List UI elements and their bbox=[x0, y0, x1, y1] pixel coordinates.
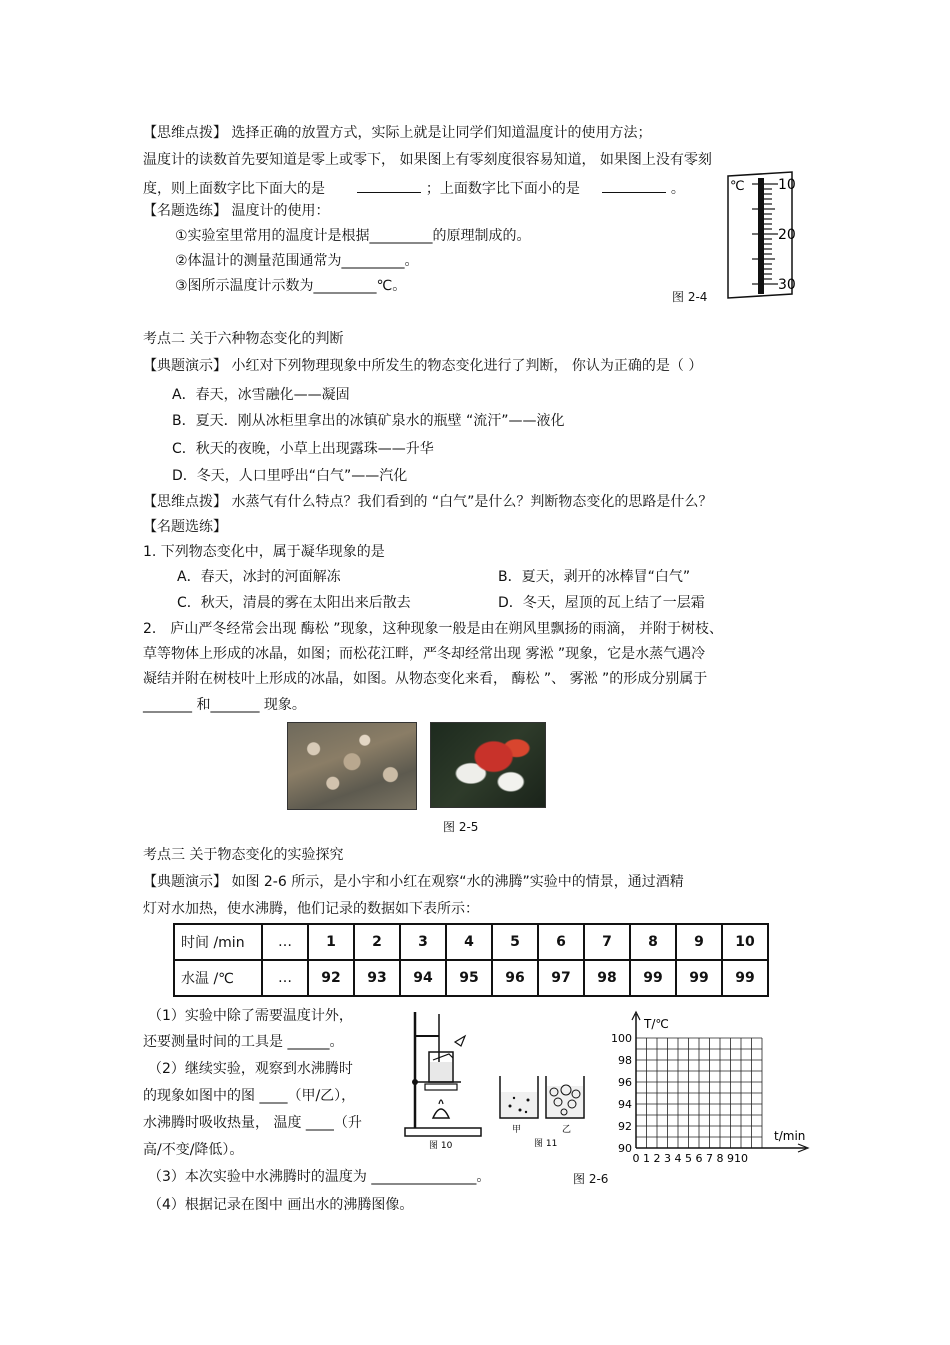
practice-2-line-1: 2． 庐山严冬经常会出现 酶松 ”现象，这种现象一般是由在朔风里飘扬的雨滴， 并附于树枝、 bbox=[143, 621, 723, 637]
grid-x-tick-label: 5 bbox=[685, 1152, 692, 1165]
grid-x-tick-label: 0 bbox=[632, 1152, 640, 1165]
tip-line-1: 【思维点拨】 选择正确的放置方式，实际上就是让同学们知道温度计的使用方法； bbox=[143, 125, 652, 141]
beaker-jia-label: 甲 bbox=[512, 1125, 522, 1135]
table-cell: 99 bbox=[676, 960, 722, 996]
grid-x-tick-label: 7 bbox=[706, 1152, 713, 1165]
option-c: C．秋天的夜晚，小草上出现露珠——升华 bbox=[172, 441, 434, 457]
table-cell: 9 bbox=[676, 924, 722, 960]
practice-2-line-3: 凝结并附在树枝叶上形成的冰晶，如图。从物态变化来看， 酶松 ”、 雾淞 ”的形成分别属于 bbox=[143, 671, 708, 687]
table-row-temp bbox=[174, 960, 768, 996]
grid-x-label: t/min bbox=[774, 1129, 806, 1143]
table-row-time bbox=[174, 924, 768, 960]
table-cell: 96 bbox=[492, 960, 538, 996]
boiling-apparatus-figure bbox=[403, 1008, 485, 1150]
table-cell: 93 bbox=[354, 960, 400, 996]
table-cell: 10 bbox=[722, 924, 768, 960]
grid-y-label: T/℃ bbox=[644, 1017, 669, 1031]
tip-line-3c: 。 bbox=[670, 181, 685, 197]
grid-y-tick-label: 96 bbox=[618, 1076, 632, 1089]
practice-1-option-d: D．冬天，屋顶的瓦上结了一层霜 bbox=[498, 595, 705, 611]
practice-2-line-2: 草等物体上形成的冰晶，如图；而松花江畔，严冬却经常出现 雾淞 ”现象，它是水蒸气遇冷 bbox=[143, 646, 706, 662]
grid-x-tick-label: 9 bbox=[727, 1152, 734, 1165]
grid-y-tick-label: 92 bbox=[618, 1120, 632, 1133]
thermometer-tick-10: 10 bbox=[778, 177, 796, 193]
table-ellipsis: … bbox=[262, 924, 308, 960]
practice-1-option-a: A．春天，冰封的河面解冻 bbox=[177, 569, 341, 585]
grid-x-tick-label: 1 bbox=[643, 1152, 650, 1165]
table-cell: 99 bbox=[722, 960, 768, 996]
answer-blank-2[interactable] bbox=[602, 178, 666, 193]
figure-label-2-6: 图 2-6 bbox=[573, 1172, 609, 1186]
grid-x-tick-label: 8 bbox=[716, 1152, 724, 1165]
option-d: D．冬天，人口里呼出“白气”——汽化 bbox=[172, 468, 408, 484]
question-2: ②体温计的测量范围通常为_________。 bbox=[175, 253, 419, 269]
practice-1-option-b: B．夏天，剥开的冰棒冒“白气” bbox=[498, 569, 691, 585]
thermometer-tick-30: 30 bbox=[778, 277, 796, 293]
thermometer-unit: ℃ bbox=[730, 179, 745, 194]
sub-question-4: （4）根据记录在图中 画出水的沸腾图像。 bbox=[148, 1197, 414, 1213]
demo-3-line-2: 灯对水加热，使水沸腾，他们记录的数据如下表所示： bbox=[143, 901, 479, 917]
table-cell: 94 bbox=[400, 960, 446, 996]
demo-question-2: 【典题演示】 小红对下列物理现象中所发生的物态变化进行了判断， 你认为正确的是（ ） bbox=[143, 358, 703, 374]
tip-line-3b: ；上面数字比下面小的是 bbox=[425, 181, 580, 197]
section-3-heading: 考点三 关于物态变化的实验探究 bbox=[143, 847, 344, 863]
table-cell: 2 bbox=[354, 924, 400, 960]
grid-y-tick-label: 100 bbox=[611, 1032, 632, 1045]
sub-question-3: （3）本次实验中水沸腾时的温度为 _______________。 bbox=[148, 1169, 491, 1185]
table-cell: 4 bbox=[446, 924, 492, 960]
table-ellipsis: … bbox=[262, 960, 308, 996]
grid-x-tick-label: 2 bbox=[653, 1152, 661, 1165]
question-3: ③图所示温度计示数为_________℃。 bbox=[175, 278, 407, 294]
boiling-data-table bbox=[173, 923, 769, 997]
table-cell: 6 bbox=[538, 924, 584, 960]
practice-1-option-c: C．秋天，清晨的雾在太阳出来后散去 bbox=[177, 595, 411, 611]
option-a: A．春天，冰雪融化——凝固 bbox=[172, 387, 350, 403]
table-header-time: 时间 /min bbox=[174, 924, 262, 960]
table-cell: 97 bbox=[538, 960, 584, 996]
table-cell: 7 bbox=[584, 924, 630, 960]
table-cell: 5 bbox=[492, 924, 538, 960]
sub-question-2-line-1: （2）继续实验，观察到水沸腾时 bbox=[148, 1061, 353, 1077]
figure-label-2-4: 图 2-4 bbox=[672, 290, 708, 304]
tip-line-3 bbox=[143, 178, 685, 198]
question-1: ①实验室里常用的温度计是根据_________的原理制成的。 bbox=[175, 228, 531, 244]
table-cell: 99 bbox=[630, 960, 676, 996]
hoarfrost-photo bbox=[430, 722, 546, 808]
figure-10-label: 图 10 bbox=[429, 1141, 453, 1150]
demo-3-line-1: 【典题演示】 如图 2-6 所示，是小宇和小红在观察“水的沸腾”实验中的情景，通过酒精 bbox=[143, 874, 684, 890]
tip-section-2: 【思维点拨】 水蒸气有什么特点？我们看到的 “白气”是什么？判断物态变化的思路是什么？ bbox=[143, 494, 713, 510]
sub-question-1-line-2: 还要测量时间的工具是 ______。 bbox=[143, 1034, 344, 1050]
sub-question-1-line-1: （1）实验中除了需要温度计外， bbox=[148, 1008, 353, 1024]
practice-question-1: 1. 下列物态变化中，属于凝华现象的是 bbox=[143, 544, 385, 560]
rime-photo bbox=[287, 722, 417, 810]
sub-question-2-line-3: 水沸腾时吸收热量， 温度 ____（升 bbox=[143, 1115, 362, 1131]
grid-y-tick-label: 94 bbox=[618, 1098, 632, 1111]
tip-line-3a: 度，则上面数字比下面大的是 bbox=[143, 181, 325, 197]
practice-title-1: 【名题选练】 温度计的使用： bbox=[143, 203, 330, 219]
option-b: B．夏天．刚从冰柜里拿出的冰镇矿泉水的瓶壁 “流汗”——液化 bbox=[172, 413, 565, 429]
table-cell: 8 bbox=[630, 924, 676, 960]
tip-line-2: 温度计的读数首先要知道是零上或零下， 如果图上有零刻度很容易知道， 如果图上没有零刻 bbox=[143, 152, 712, 168]
grid-x-tick-label: 10 bbox=[734, 1152, 748, 1165]
answer-blank-1[interactable] bbox=[357, 178, 421, 193]
table-cell: 92 bbox=[308, 960, 354, 996]
practice-title-2: 【名题选练】 bbox=[143, 519, 227, 535]
table-cell: 3 bbox=[400, 924, 446, 960]
thermometer-figure bbox=[722, 170, 800, 302]
sub-question-2-line-2: 的现象如图中的图 ____（甲/乙）， bbox=[143, 1088, 356, 1104]
beaker-yi-label: 乙 bbox=[562, 1125, 572, 1135]
grid-x-tick-label: 4 bbox=[674, 1152, 682, 1165]
section-2-heading: 考点二 关于六种物态变化的判断 bbox=[143, 331, 344, 347]
grid-x-tick-label: 3 bbox=[664, 1152, 671, 1165]
table-cell: 1 bbox=[308, 924, 354, 960]
practice-2-line-4: _______ 和_______ 现象。 bbox=[143, 697, 306, 713]
sub-question-2-line-4: 高/不变/降低）。 bbox=[143, 1142, 244, 1158]
table-cell: 98 bbox=[584, 960, 630, 996]
table-cell: 95 bbox=[446, 960, 492, 996]
grid-y-tick-label: 90 bbox=[618, 1142, 632, 1155]
figure-label-2-5: 图 2-5 bbox=[443, 820, 479, 834]
beakers-figure bbox=[496, 1070, 591, 1152]
thermometer-tick-20: 20 bbox=[778, 227, 796, 243]
grid-y-tick-label: 98 bbox=[618, 1054, 632, 1067]
figure-11-label: 图 11 bbox=[534, 1139, 558, 1149]
grid-x-tick-label: 6 bbox=[695, 1152, 703, 1165]
table-header-temp: 水温 /℃ bbox=[174, 960, 262, 996]
temperature-grid[interactable] bbox=[606, 1008, 816, 1168]
